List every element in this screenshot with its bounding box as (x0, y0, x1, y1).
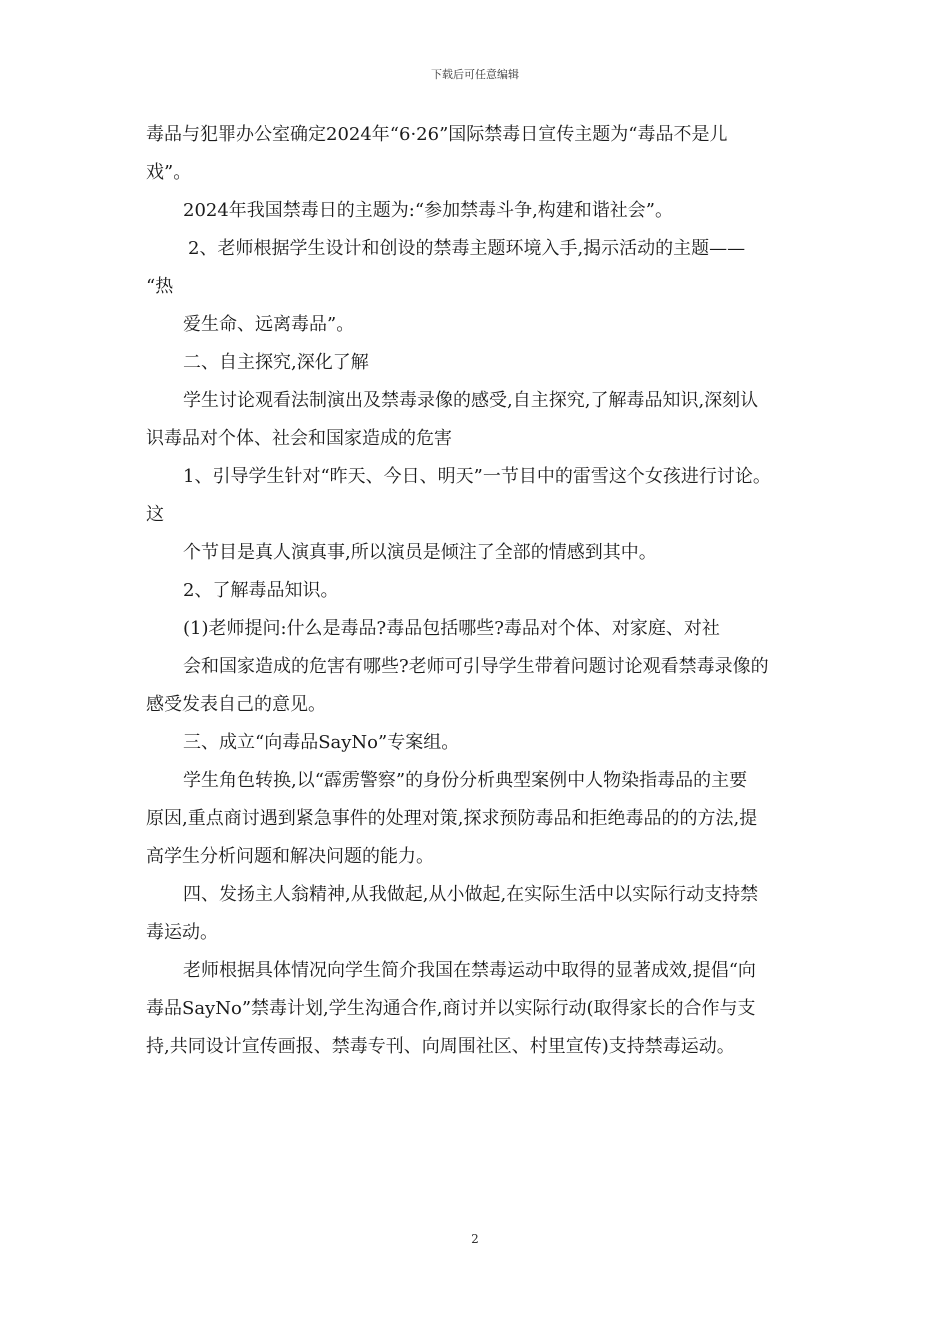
section-heading: 四、发扬主人翁精神,从我做起,从小做起,在实际生活中以实际行动支持禁 (183, 884, 759, 905)
paragraph-line: 1、引导学生针对“昨天、今日、明天”一节目中的雷雪这个女孩进行讨论。 (183, 466, 771, 487)
paragraph-line: 个节目是真人演真事,所以演员是倾注了全部的情感到其中。 (183, 542, 657, 563)
paragraph-line: 感受发表自己的意见。 (146, 694, 326, 715)
document-body (146, 116, 818, 1066)
paragraph-line: 爱生命、远离毒品”。 (183, 314, 355, 335)
paragraph-line: 学生角色转换,以“霹雳警察”的身份分析典型案例中人物染指毒品的主要 (183, 770, 748, 791)
page-number: 2 (471, 1232, 479, 1246)
paragraph-line: 会和国家造成的危害有哪些?老师可引导学生带着问题讨论观看禁毒录像的 (183, 656, 769, 677)
page-header: 下载后可任意编辑 (431, 68, 519, 81)
paragraph-line: 老师根据具体情况向学生简介我国在禁毒运动中取得的显著成效,提倡“向 (183, 960, 756, 981)
section-heading: 二、自主探究,深化了解 (183, 352, 369, 373)
paragraph-line: 识毒品对个体、社会和国家造成的危害 (146, 428, 452, 449)
paragraph-line: 2、了解毒品知识。 (183, 580, 339, 601)
paragraph-line: “热 (146, 276, 174, 297)
paragraph-line: 毒品与犯罪办公室确定2024年“6·26”国际禁毒日宣传主题为“毒品不是儿 (146, 124, 728, 145)
paragraph-line: 高学生分析问题和解决问题的能力。 (146, 846, 434, 867)
paragraph-line: 这 (146, 504, 164, 525)
paragraph-line: (1)老师提问:什么是毒品?毒品包括哪些?毒品对个体、对家庭、对社 (183, 618, 720, 639)
paragraph-line: 原因,重点商讨遇到紧急事件的处理对策,探求预防毒品和拒绝毒品的的方法,提 (146, 808, 758, 829)
paragraph-line: 2、老师根据学生设计和创设的禁毒主题环境入手,揭示活动的主题—— (188, 238, 746, 259)
paragraph-line: 学生讨论观看法制演出及禁毒录像的感受,自主探究,了解毒品知识,深刻认 (183, 390, 759, 411)
paragraph-line: 2024年我国禁毒日的主题为:“参加禁毒斗争,构建和谐社会”。 (183, 200, 673, 221)
paragraph-line: 毒运动。 (146, 922, 218, 943)
paragraph-line: 戏”。 (146, 162, 192, 183)
paragraph-line: 毒品SayNo”禁毒计划,学生沟通合作,商讨并以实际行动(取得家长的合作与支 (146, 998, 756, 1019)
paragraph-line: 持,共同设计宣传画报、禁毒专刊、向周围社区、村里宣传)支持禁毒运动。 (146, 1036, 735, 1057)
section-heading: 三、成立“向毒品SayNo”专案组。 (183, 732, 460, 753)
